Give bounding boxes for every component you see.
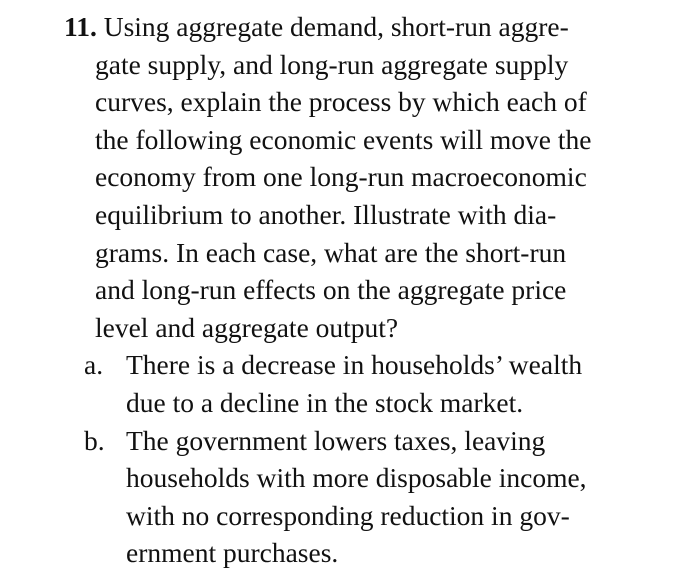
question-line: economy from one long-run macroeconomic [95,161,587,193]
sub-question-line: ernment purchases. [126,537,339,569]
question-line: 11. Using aggregate demand, short-run aggre- [64,11,569,42]
question-line: and long-run effects on the aggregate price [95,274,567,306]
question-line: the following economic events will move the [95,123,592,155]
sub-question-b [64,422,684,572]
sub-question-line: The government lowers taxes, leaving [126,424,546,456]
sub-question-line: There is a decrease in households’ wealth [126,349,583,381]
question-line: grams. In each case, what are the short-run [95,236,567,268]
question-block [64,8,684,572]
sub-question-letter: b. [84,424,105,456]
question-number: 11. [64,11,97,42]
question-line: equilibrium to another. Illustrate with dia- [95,198,557,230]
sub-question-a [64,346,684,421]
sub-question-letter: a. [84,349,104,381]
sub-question-line: due to a decline in the stock market. [126,386,524,418]
question-line: level and aggregate output? [95,311,399,343]
sub-question-line: households with more disposable income, [126,462,587,494]
question-line: gate supply, and long-run aggregate supply [95,48,569,80]
question-line: curves, explain the process by which each of [95,86,587,118]
sub-question-line: with no corresponding reduction in gov- [126,499,570,531]
